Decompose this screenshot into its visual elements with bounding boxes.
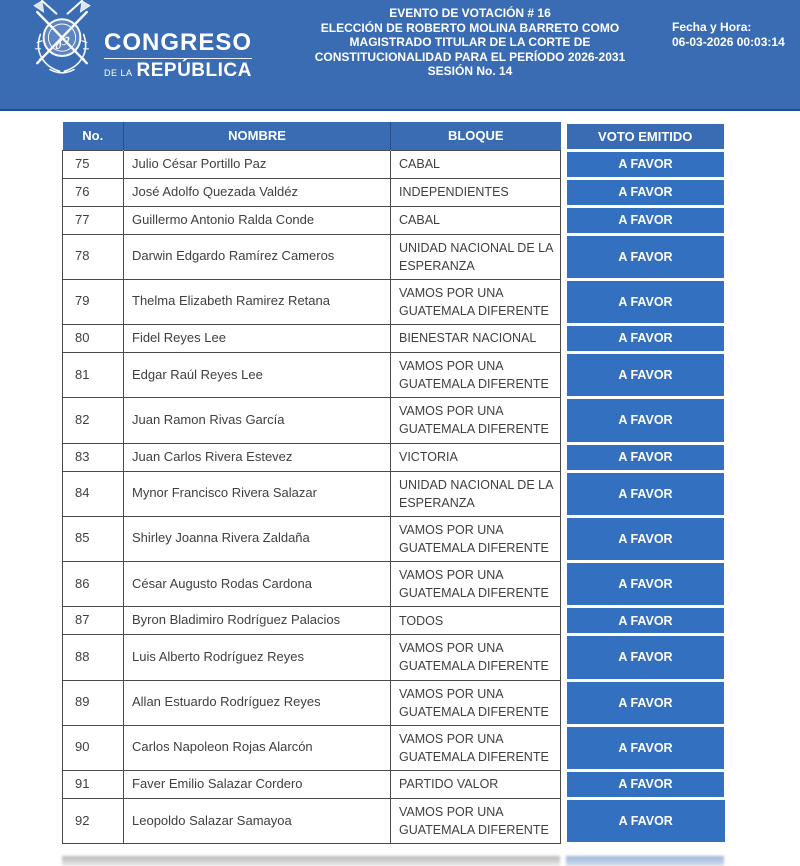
svg-text:℘: ℘	[55, 26, 69, 50]
deputy-name-cell: Shirley Joanna Rivera Zaldaña	[124, 516, 391, 561]
title-line-election: ELECCIÓN DE ROBERTO MOLINA BARRETO COMO	[320, 20, 620, 35]
vote-value: A FAVOR	[567, 727, 724, 769]
vote-value: A FAVOR	[567, 445, 724, 470]
table-row	[63, 799, 725, 844]
title-line-event: EVENTO DE VOTACIÓN # 16	[389, 6, 551, 20]
table-row	[63, 562, 725, 607]
bloc-cell: VAMOS POR UNA GUATEMALA DIFERENTE	[391, 635, 561, 680]
vote-value: A FAVOR	[567, 473, 724, 515]
bloc-cell: VICTORIA	[391, 443, 561, 471]
vote-value: A FAVOR	[567, 236, 724, 278]
vote-cell	[561, 443, 725, 471]
cutoff-next-row	[62, 856, 724, 866]
table-row	[63, 635, 725, 680]
deputy-name-cell: Allan Estuardo Rodríguez Reyes	[124, 680, 391, 725]
vote-table	[62, 122, 725, 844]
bloc-cell: UNIDAD NACIONAL DE LA ESPERANZA	[391, 234, 561, 279]
bloc-cell: INDEPENDIENTES	[391, 178, 561, 206]
column-header-no: No.	[63, 122, 124, 150]
deputy-name-cell: Byron Bladimiro Rodríguez Palacios	[124, 607, 391, 635]
table-row	[63, 398, 725, 443]
bloc-cell: VAMOS POR UNA GUATEMALA DIFERENTE	[391, 725, 561, 770]
deputy-name-cell: Edgar Raúl Reyes Lee	[124, 353, 391, 398]
vote-value: A FAVOR	[567, 608, 724, 633]
coat-of-arms-icon	[26, 0, 98, 92]
title-line-periodo: CONSTITUCIONALIDAD PARA EL PERÍODO 2026-2031	[314, 49, 626, 64]
logo-congreso-text: CONGRESO	[104, 28, 253, 56]
vote-value: A FAVOR	[567, 563, 724, 605]
vote-cell	[561, 206, 725, 234]
column-header-bloque: BLOQUE	[391, 122, 561, 150]
bloc-cell: VAMOS POR UNA GUATEMALA DIFERENTE	[391, 516, 561, 561]
deputy-name-cell: Darwin Edgardo Ramírez Cameros	[124, 234, 391, 279]
table-row	[63, 279, 725, 324]
vote-value: A FAVOR	[567, 326, 724, 351]
vote-value: A FAVOR	[567, 208, 724, 233]
logo-divider	[104, 58, 252, 59]
congress-logo	[26, 0, 252, 92]
deputy-name-cell: Fidel Reyes Lee	[124, 325, 391, 353]
deputy-name-cell: Guillermo Antonio Ralda Conde	[124, 206, 391, 234]
table-row	[63, 516, 725, 561]
vote-value: A FAVOR	[567, 399, 724, 441]
table-row	[63, 325, 725, 353]
vote-cell	[561, 178, 725, 206]
vote-value: A FAVOR	[567, 281, 724, 323]
vote-cell	[561, 471, 725, 516]
bloc-cell: UNIDAD NACIONAL DE LA ESPERANZA	[391, 471, 561, 516]
row-number-cell: 75	[63, 150, 124, 178]
deputy-name-cell: Julio César Portillo Paz	[124, 150, 391, 178]
row-number-cell: 89	[63, 680, 124, 725]
bloc-cell: VAMOS POR UNA GUATEMALA DIFERENTE	[391, 279, 561, 324]
datetime-label: Fecha y Hora:	[672, 20, 752, 34]
table-row	[63, 471, 725, 516]
logo-wordmark	[104, 28, 253, 81]
column-header-voto-label: VOTO EMITIDO	[567, 124, 725, 149]
row-number-cell: 84	[63, 471, 124, 516]
table-row	[63, 150, 725, 178]
table-row	[63, 443, 725, 471]
vote-value: A FAVOR	[567, 682, 724, 724]
table-row	[63, 771, 725, 799]
row-number-cell: 85	[63, 516, 124, 561]
row-number-cell: 82	[63, 398, 124, 443]
row-number-cell: 87	[63, 607, 124, 635]
vote-cell	[561, 516, 725, 561]
vote-value: A FAVOR	[567, 772, 724, 797]
row-number-cell: 83	[63, 443, 124, 471]
deputy-name-cell: César Augusto Rodas Cardona	[124, 562, 391, 607]
row-number-cell: 79	[63, 279, 124, 324]
column-header-voto	[561, 122, 725, 150]
bloc-cell: VAMOS POR UNA GUATEMALA DIFERENTE	[391, 353, 561, 398]
bloc-cell: PARTIDO VALOR	[391, 771, 561, 799]
vote-cell	[561, 353, 725, 398]
bloc-cell: VAMOS POR UNA GUATEMALA DIFERENTE	[391, 680, 561, 725]
deputy-name-cell: José Adolfo Quezada Valdéz	[124, 178, 391, 206]
row-number-cell: 86	[63, 562, 124, 607]
bloc-cell: VAMOS POR UNA GUATEMALA DIFERENTE	[391, 562, 561, 607]
bloc-cell: CABAL	[391, 150, 561, 178]
vote-cell	[561, 325, 725, 353]
row-number-cell: 92	[63, 799, 124, 844]
table-row	[63, 607, 725, 635]
bloc-cell: CABAL	[391, 206, 561, 234]
vote-value: A FAVOR	[567, 800, 725, 842]
vote-value: A FAVOR	[567, 518, 724, 560]
vote-value: A FAVOR	[567, 180, 724, 205]
vote-cell	[561, 725, 725, 770]
deputy-name-cell: Leopoldo Salazar Samayoa	[124, 799, 391, 844]
logo-republica-text: REPÚBLICA	[136, 59, 252, 81]
vote-cell	[561, 680, 725, 725]
table-row	[63, 178, 725, 206]
event-title	[250, 6, 690, 79]
vote-value: A FAVOR	[567, 152, 724, 177]
row-number-cell: 88	[63, 635, 124, 680]
row-number-cell: 90	[63, 725, 124, 770]
datetime-block	[672, 20, 797, 50]
datetime-value: 06-03-2026 00:03:14	[672, 35, 785, 49]
vote-cell	[561, 234, 725, 279]
vote-cell	[561, 562, 725, 607]
vote-cell	[561, 635, 725, 680]
vote-cell	[561, 398, 725, 443]
row-number-cell: 76	[63, 178, 124, 206]
row-number-cell: 78	[63, 234, 124, 279]
bloc-cell: BIENESTAR NACIONAL	[391, 325, 561, 353]
vote-cell	[561, 607, 725, 635]
cutoff-row-cells	[62, 856, 560, 866]
row-number-cell: 80	[63, 325, 124, 353]
vote-table-container	[62, 122, 724, 844]
bloc-cell: TODOS	[391, 607, 561, 635]
column-header-nombre: NOMBRE	[124, 122, 391, 150]
deputy-name-cell: Mynor Francisco Rivera Salazar	[124, 471, 391, 516]
logo-de-la-text: DE LA	[104, 67, 133, 78]
table-row	[63, 725, 725, 770]
vote-cell	[561, 771, 725, 799]
deputy-name-cell: Thelma Elizabeth Ramirez Retana	[124, 279, 391, 324]
deputy-name-cell: Carlos Napoleon Rojas Alarcón	[124, 725, 391, 770]
vote-table-body	[63, 150, 725, 844]
deputy-name-cell: Juan Carlos Rivera Estevez	[124, 443, 391, 471]
row-number-cell: 81	[63, 353, 124, 398]
title-line-magistrado: MAGISTRADO TITULAR DE LA CORTE DE	[349, 35, 591, 49]
table-row	[63, 353, 725, 398]
table-header-row	[63, 122, 725, 150]
title-line-sesion: SESIÓN No. 14	[427, 64, 513, 78]
vote-cell	[561, 150, 725, 178]
table-row	[63, 680, 725, 725]
table-row	[63, 206, 725, 234]
row-number-cell: 91	[63, 771, 124, 799]
vote-cell	[561, 799, 725, 844]
bloc-cell: VAMOS POR UNA GUATEMALA DIFERENTE	[391, 799, 561, 844]
header-band	[0, 0, 800, 111]
deputy-name-cell: Faver Emilio Salazar Cordero	[124, 771, 391, 799]
bloc-cell: VAMOS POR UNA GUATEMALA DIFERENTE	[391, 398, 561, 443]
vote-cell	[561, 279, 725, 324]
cutoff-vote-cell	[566, 856, 724, 866]
table-row	[63, 234, 725, 279]
row-number-cell: 77	[63, 206, 124, 234]
vote-value: A FAVOR	[567, 354, 724, 396]
deputy-name-cell: Juan Ramon Rivas García	[124, 398, 391, 443]
deputy-name-cell: Luis Alberto Rodríguez Reyes	[124, 635, 391, 680]
vote-value: A FAVOR	[567, 636, 724, 678]
